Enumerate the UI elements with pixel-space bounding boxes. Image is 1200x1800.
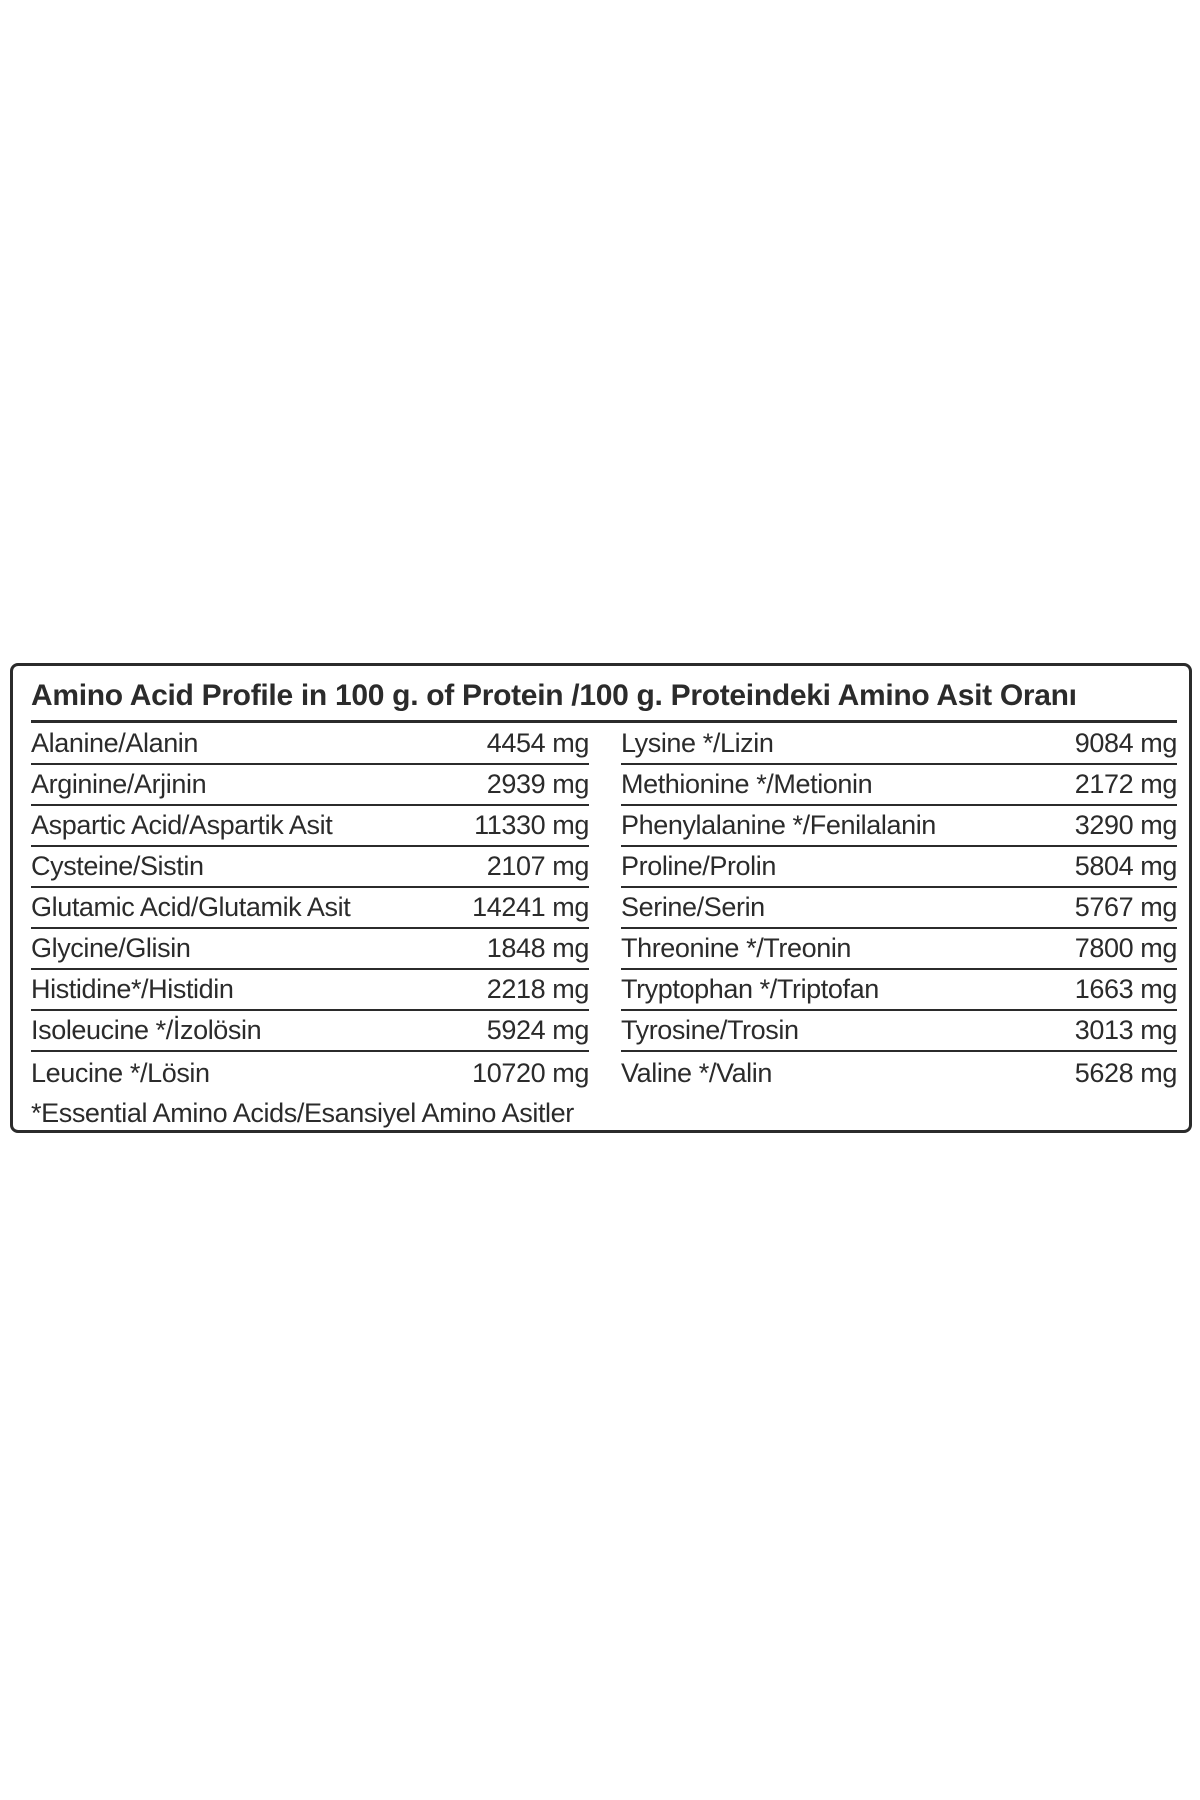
table-row xyxy=(621,765,1177,806)
table-row xyxy=(621,970,1177,1011)
amino-acid-name: Arginine/Arjinin xyxy=(31,769,207,799)
amino-acid-name: Methionine */Metionin xyxy=(621,769,873,799)
amino-acid-name: Aspartic Acid/Aspartik Asit xyxy=(31,810,333,840)
amino-acid-amount: 5628 mg xyxy=(1074,1058,1177,1088)
amino-acid-name: Leucine */Lösin xyxy=(31,1058,210,1088)
title-divider xyxy=(31,720,1177,723)
amino-acid-table xyxy=(10,663,1192,1133)
left-column xyxy=(31,724,589,1093)
amino-acid-amount: 5924 mg xyxy=(486,1015,589,1045)
table-row xyxy=(621,929,1177,970)
amino-acid-amount: 3290 mg xyxy=(1074,810,1177,840)
amino-acid-name: Glycine/Glisin xyxy=(31,933,191,963)
amino-acid-name: Glutamic Acid/Glutamik Asit xyxy=(31,892,351,922)
amino-acid-name: Serine/Serin xyxy=(621,892,765,922)
table-row xyxy=(31,806,589,847)
amino-acid-amount: 2218 mg xyxy=(486,974,589,1004)
table-row xyxy=(31,724,589,765)
amino-acid-name: Cysteine/Sistin xyxy=(31,851,204,881)
amino-acid-name: Proline/Prolin xyxy=(621,851,776,881)
table-row xyxy=(31,929,589,970)
table-row xyxy=(31,847,589,888)
amino-acid-amount: 3013 mg xyxy=(1074,1015,1177,1045)
table-row xyxy=(31,1052,589,1093)
table-row xyxy=(31,765,589,806)
table-row xyxy=(621,1052,1177,1093)
right-column xyxy=(621,724,1177,1093)
essential-footnote: *Essential Amino Acids/Esansiyel Amino Asitler xyxy=(31,1098,574,1128)
amino-acid-name: Tryptophan */Triptofan xyxy=(621,974,879,1004)
table-row xyxy=(621,724,1177,765)
amino-acid-amount: 10720 mg xyxy=(472,1058,589,1088)
amino-acid-amount: 2939 mg xyxy=(486,769,589,799)
amino-acid-name: Alanine/Alanin xyxy=(31,728,199,758)
amino-acid-amount: 2107 mg xyxy=(486,851,589,881)
amino-acid-amount: 1663 mg xyxy=(1074,974,1177,1004)
amino-acid-amount: 11330 mg xyxy=(474,810,589,840)
amino-acid-amount: 5767 mg xyxy=(1074,892,1177,922)
table-row xyxy=(621,1011,1177,1052)
amino-acid-amount: 4454 mg xyxy=(486,728,589,758)
amino-acid-name: Threonine */Treonin xyxy=(621,933,852,963)
table-title: Amino Acid Profile in 100 g. of Protein /100 g. Proteindeki Amino Asit Oranı xyxy=(31,679,1077,712)
amino-acid-name: Valine */Valin xyxy=(621,1058,772,1088)
table-row xyxy=(621,888,1177,929)
amino-acid-amount: 14241 mg xyxy=(472,892,589,922)
amino-acid-amount: 1848 mg xyxy=(486,933,589,963)
table-row xyxy=(621,847,1177,888)
amino-acid-amount: 5804 mg xyxy=(1074,851,1177,881)
table-row xyxy=(31,970,589,1011)
amino-acid-amount: 2172 mg xyxy=(1074,769,1177,799)
amino-acid-name: Histidine*/Histidin xyxy=(31,974,234,1004)
table-row xyxy=(31,888,589,929)
amino-acid-name: Isoleucine */İzolösin xyxy=(31,1015,262,1045)
table-row xyxy=(621,806,1177,847)
amino-acid-amount: 9084 mg xyxy=(1074,728,1177,758)
amino-acid-amount: 7800 mg xyxy=(1074,933,1177,963)
amino-acid-name: Phenylalanine */Fenilalanin xyxy=(621,810,936,840)
amino-acid-name: Tyrosine/Trosin xyxy=(621,1015,799,1045)
amino-acid-name: Lysine */Lizin xyxy=(621,728,774,758)
table-row xyxy=(31,1011,589,1052)
